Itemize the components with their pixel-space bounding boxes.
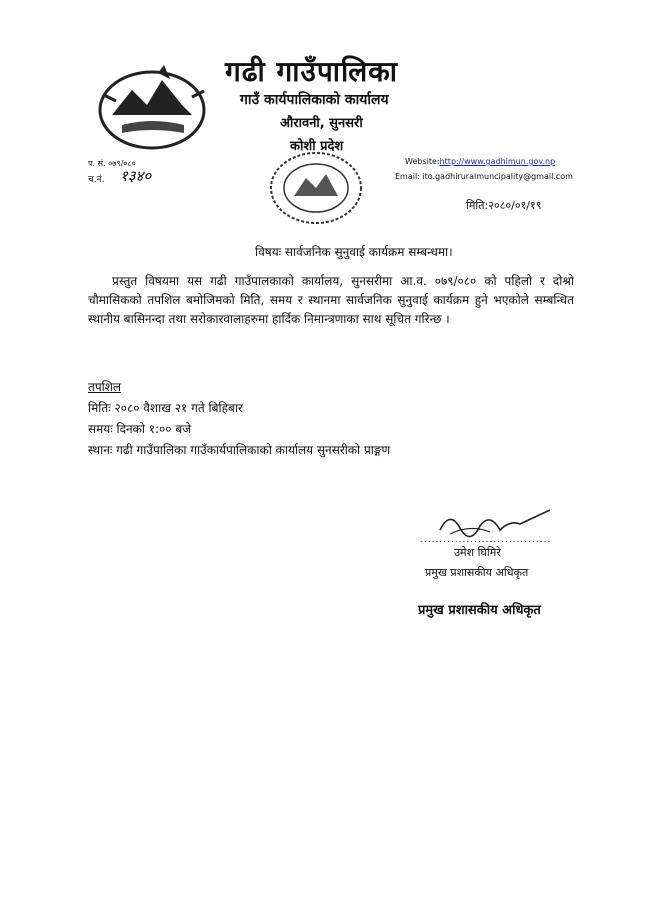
email-label: Email: <box>395 172 420 181</box>
details-time: समयः दिनको १:०० बजे <box>88 422 192 436</box>
chalani-number: १३४० <box>120 167 152 185</box>
reference-number: प. सं. ०७९/०८० <box>88 159 136 168</box>
details-heading: तपशिल <box>88 380 122 394</box>
website-label: Website: <box>405 157 440 166</box>
office-name: गाउँ कार्यपालिकाको कार्यालय <box>240 92 389 108</box>
page-title: गढी गाउँपालिका <box>225 55 399 88</box>
chalani-label: च.नं. <box>88 175 105 185</box>
letter-subject: विषयः सार्वजनिक सुनुवाई कार्यक्रम सम्बन्धमा। <box>255 245 453 259</box>
email-address[interactable]: ito.gadhiruralmuncipality@gmail.com <box>422 172 573 181</box>
details-date: मितिः २०८० वैशाख २१ गते बिहिबार <box>88 401 243 415</box>
letter-date: मिति:२०८०/०१/१९ <box>466 199 542 212</box>
website-link[interactable]: http://www.gadhimun.gov.np <box>439 157 556 166</box>
details-place: स्थानः गढी गाउँपालिका गाउँकार्यपालिकाको कार्यालय सुनसरीको प्राङ्गण <box>88 443 391 457</box>
signatory-name: उमेश घिमिरे <box>454 546 501 559</box>
office-province: कोशी प्रदेश <box>290 139 344 154</box>
letter-body: प्रस्तुत विषयमा यस गढी गाउँपालकाको कार्यालय, सुनसरीमा आ.व. ०७९/०८० को पहिलो र दोश्रो चौमासिकको तपशिल बमोजिमको मिति, समय र स्थानमा सार्वजनिक सुनुवाई कार्यक्रम हुने भएकोले सम्बन्धित स्थानीय बासिनन्दा तथा सरोकारवालाहरुमा हार्दिक निमान्त्रणाका साथ सूचित गरिन्छ । <box>88 274 574 326</box>
email-line <box>395 172 573 181</box>
signature-line: .................................. <box>420 535 552 545</box>
emblem-icon <box>92 55 212 155</box>
website-line <box>405 157 555 166</box>
office-address: औरावनी, सुनसरी <box>280 116 363 131</box>
designation-stamp: प्रमुख प्रशासकीय अधिकृत <box>418 603 541 618</box>
office-stamp-icon <box>266 148 366 228</box>
signatory-designation: प्रमुख प्रशासकीय अधिकृत <box>425 566 529 579</box>
